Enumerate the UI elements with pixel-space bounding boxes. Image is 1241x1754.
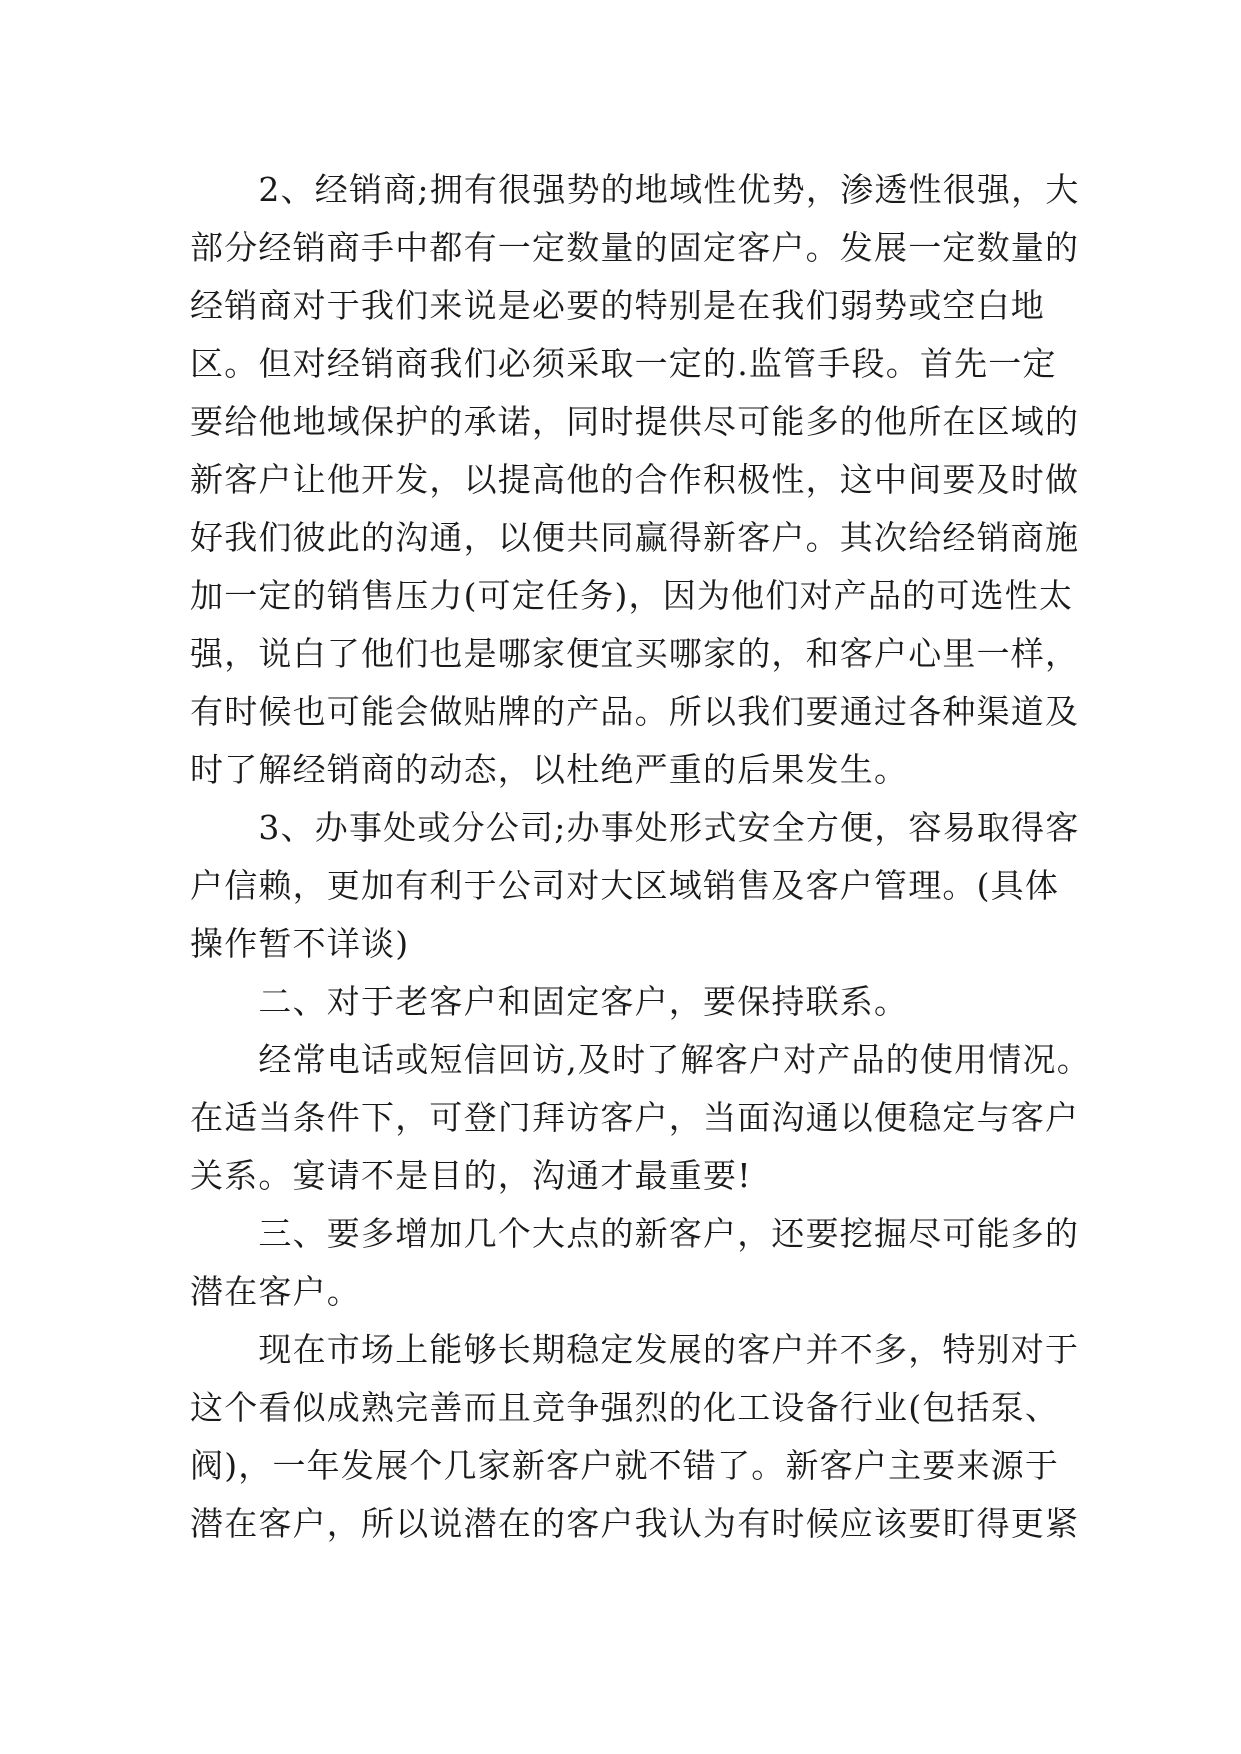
text-line: 三、要多增加几个大点的新客户，还要挖掘尽可能多的 [190,1214,1080,1253]
text-line: 部分经销商手中都有一定数量的固定客户。发展一定数量的 [190,228,1080,267]
text-line: 有时候也可能会做贴牌的产品。所以我们要通过各种渠道及 [190,692,1080,731]
text-line: 在适当条件下，可登门拜访客户，当面沟通以便稳定与客户 [190,1098,1080,1137]
text-line: 新客户让他开发，以提高他的合作积极性，这中间要及时做 [190,460,1080,499]
document-body [190,161,1091,1553]
text-line: 区。但对经销商我们必须采取一定的.监管手段。首先一定 [190,344,1057,383]
text-line: 阀)，一年发展个几家新客户就不错了。新客户主要来源于 [190,1446,1060,1485]
paragraph-new-customers-heading [190,1205,1080,1321]
text-line: 户信赖，更加有利于公司对大区域销售及客户管理。(具体 [190,866,1060,905]
paragraph-office [190,799,1080,973]
text-line: 二、对于老客户和固定客户，要保持联系。 [190,982,909,1021]
text-line: 时了解经销商的动态，以杜绝严重的后果发生。 [190,750,909,789]
paragraph-distributor [190,161,1080,799]
text-line: 潜在客户。 [190,1272,361,1311]
text-line: 操作暂不详谈) [190,924,410,963]
text-line: 关系。宴请不是目的，沟通才最重要! [190,1156,752,1195]
text-line: 加一定的销售压力(可定任务)，因为他们对产品的可选性太 [190,576,1074,615]
text-line: 这个看似成熟完善而且竞争强烈的化工设备行业(包括泵、 [190,1388,1060,1427]
text-line: 要给他地域保护的承诺，同时提供尽可能多的他所在区域的 [190,402,1080,441]
text-line: 现在市场上能够长期稳定发展的客户并不多，特别对于 [190,1330,1080,1369]
paragraph-market [190,1321,1080,1553]
text-line: 强，说白了他们也是哪家便宜买哪家的，和客户心里一样， [190,634,1080,673]
text-line: 经销商对于我们来说是必要的特别是在我们弱势或空白地 [190,286,1045,325]
text-line: 2、经销商;拥有很强势的地域性优势，渗透性很强，大 [190,170,1080,209]
paragraph-old-customers-heading [190,973,1060,1031]
text-line: 好我们彼此的沟通，以便共同赢得新客户。其次给经销商施 [190,518,1080,557]
text-line: 3、办事处或分公司;办事处形式安全方便，容易取得客 [190,808,1080,847]
text-line: 潜在客户，所以说潜在的客户我认为有时候应该要盯得更紧 [190,1504,1080,1543]
text-line: 经常电话或短信回访,及时了解客户对产品的使用情况。 [190,1040,1091,1079]
paragraph-follow-up [190,1031,1091,1205]
